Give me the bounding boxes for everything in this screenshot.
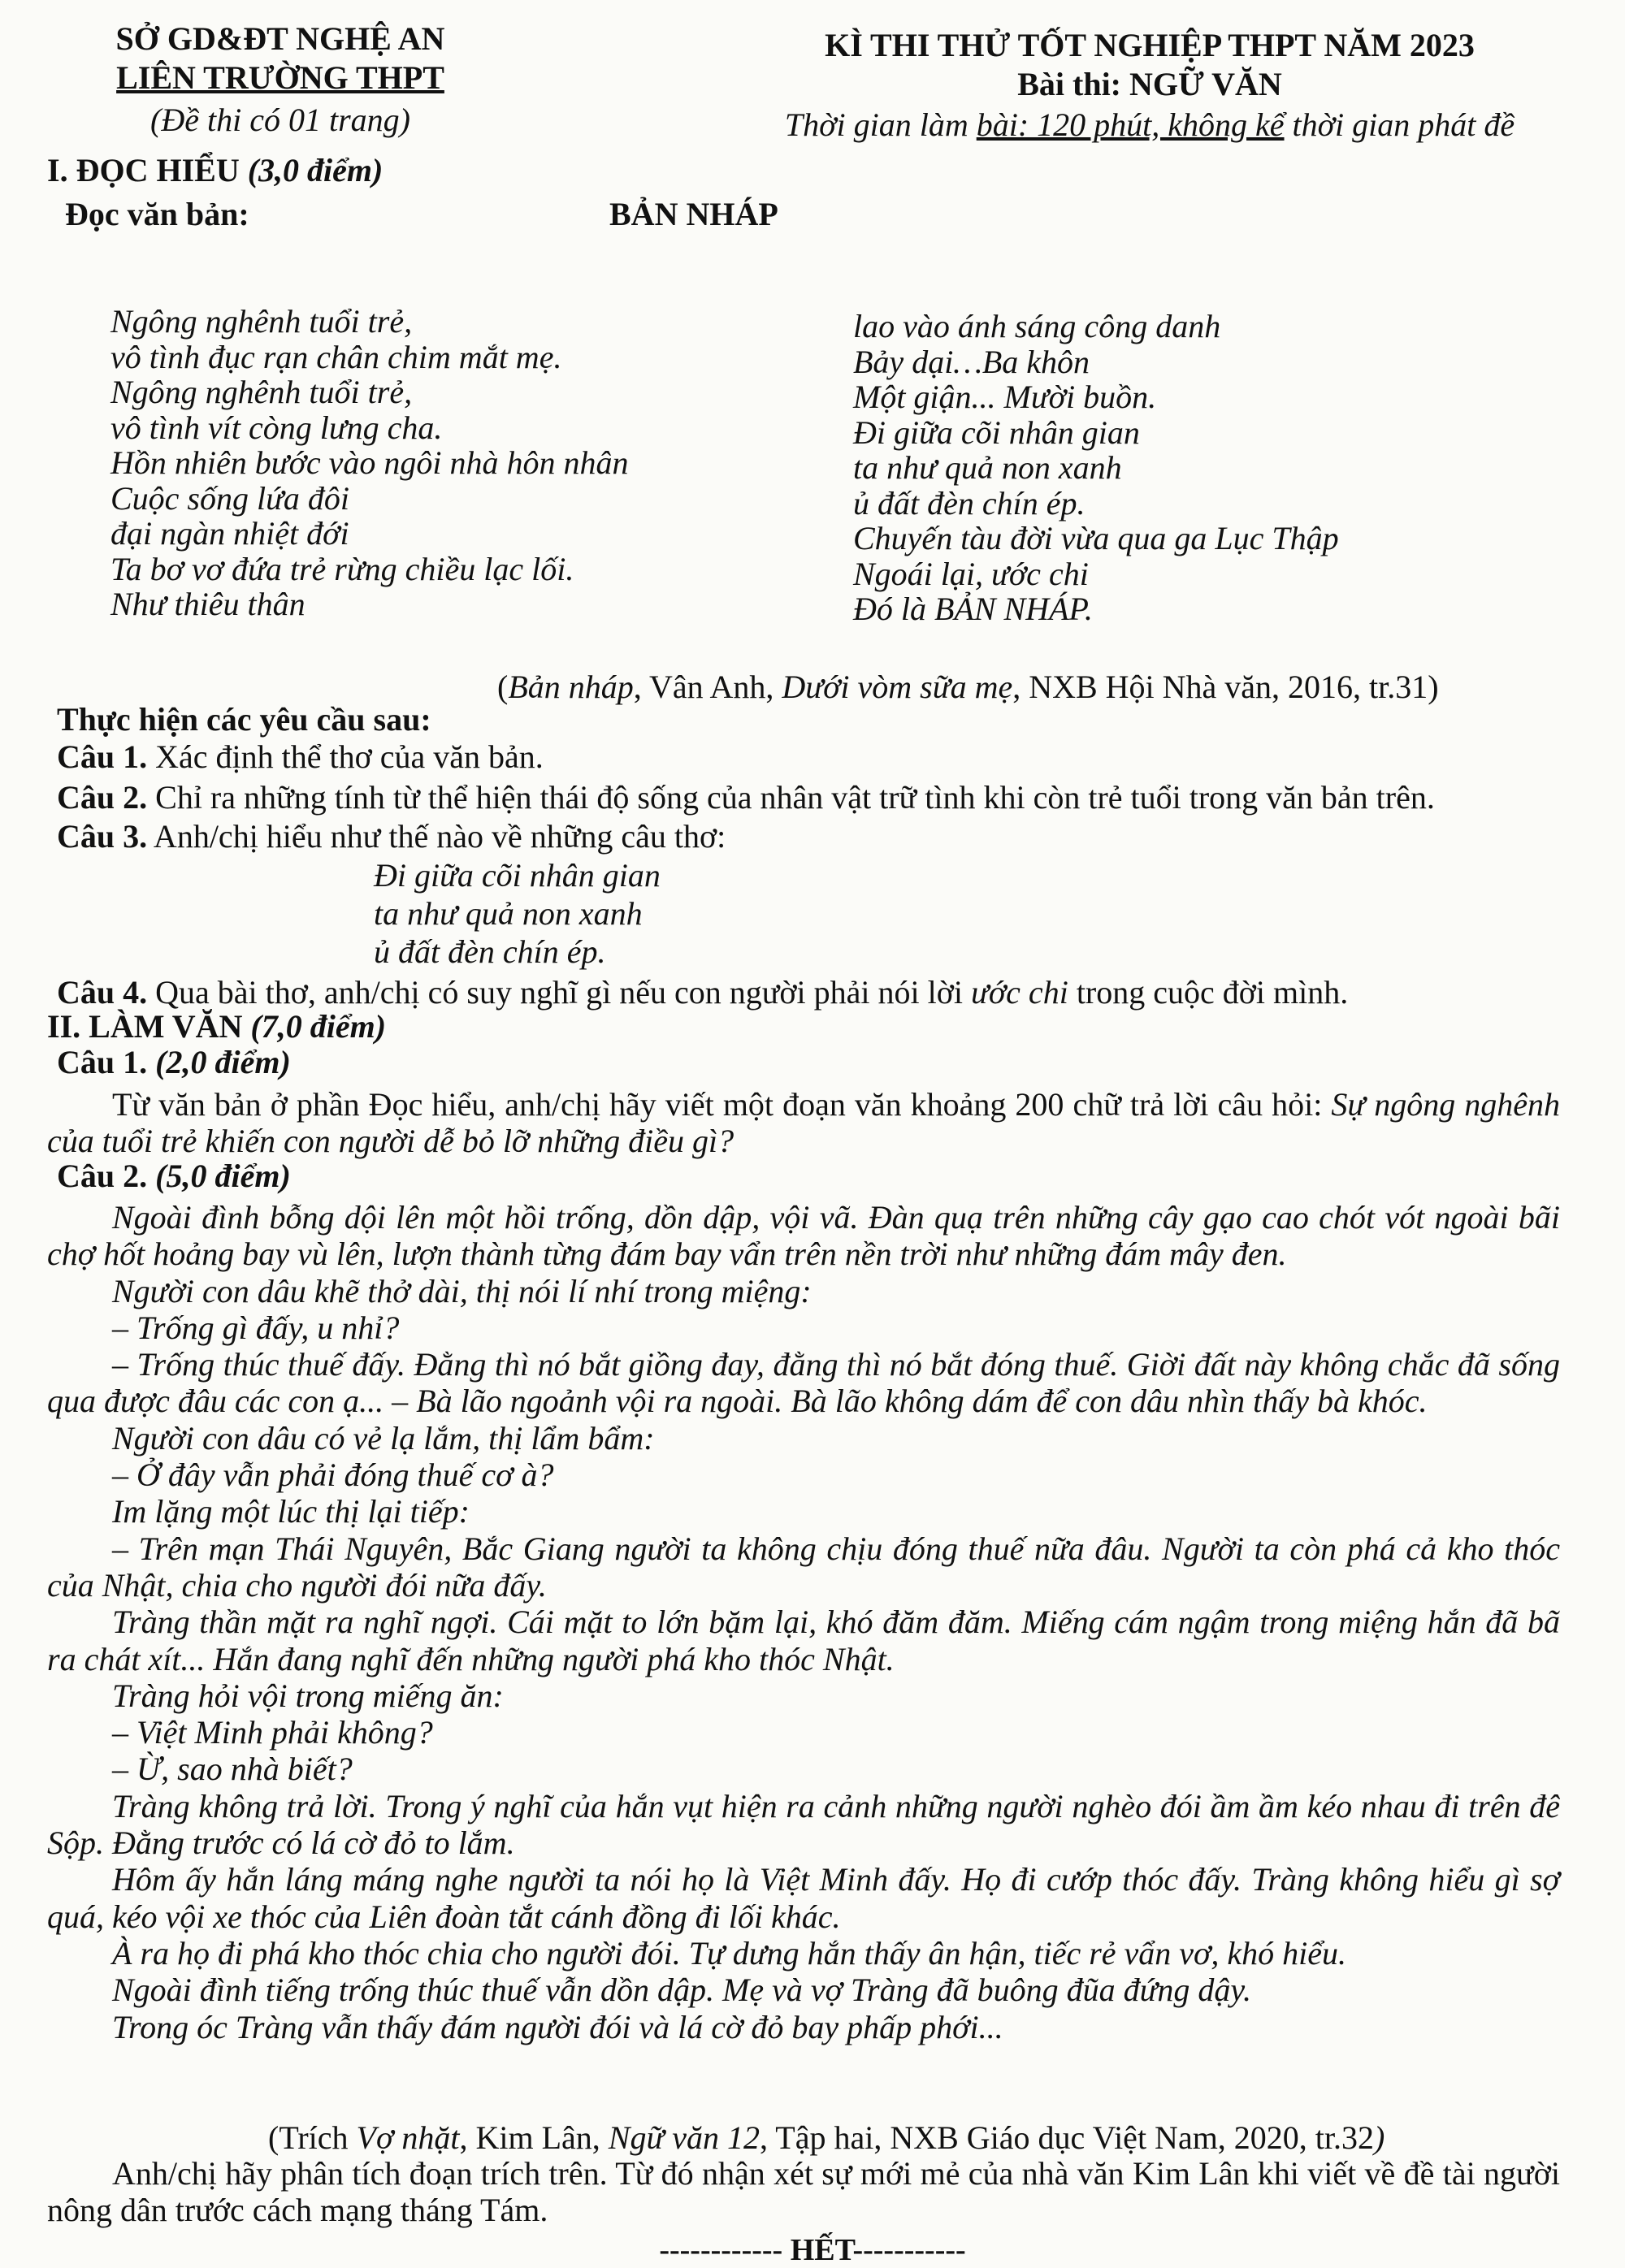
essay-q2-heading — [57, 1157, 291, 1195]
poem-title: BẢN NHÁP — [609, 196, 778, 232]
excerpt-paragraph: Tràng thần mặt ra nghĩ ngợi. Cái mặt to lớn bặm lại, khó đăm đăm. Miếng cám ngậm trong miệng hắn đã bã ra chát xít... Hắn đang nghĩ đến những người phá kho thóc Nhật. — [47, 1604, 1560, 1677]
read-label: Đọc văn bản: — [65, 196, 249, 232]
essay-q1-text: Từ văn bản ở phần Đọc hiểu, anh/chị hãy viết một đoạn văn khoảng 200 chữ trả lời câu hỏi: — [112, 1086, 1332, 1123]
exam-subject: Bài thi: NGỮ VĂN — [1017, 66, 1282, 102]
poem-line: Bảy dại…Ba khôn — [853, 343, 1090, 380]
source-author: , Vân Anh, — [633, 669, 782, 705]
exam-time-post: thời gian phát đề — [1284, 106, 1515, 143]
excerpt-source-title: Vợ nhặt — [356, 2119, 460, 2156]
poem-column-right — [853, 309, 1339, 627]
excerpt-source — [268, 2119, 1384, 2157]
essay-q2-task: Anh/chị hãy phân tích đoạn trích trên. Từ đó nhận xét sự mới mẻ của nhà văn Kim Lân khi viết về đề tài người nông dân trước cách mạng tháng Tám. — [47, 2155, 1560, 2228]
question-1-label: Câu 1. — [57, 738, 148, 775]
part1-heading — [47, 151, 383, 189]
essay-q1-question: Sự ngông nghênh của tuổi trẻ khiến con người dễ bỏ lỡ những điều gì? — [47, 1086, 1560, 1159]
question-4-italic: ước chi — [971, 974, 1068, 1011]
excerpt-source-close: ) — [1374, 2119, 1385, 2156]
question-1-text: Xác định thể thơ của văn bản. — [147, 738, 544, 775]
question-1 — [57, 738, 544, 776]
question-3 — [57, 817, 726, 855]
poem-line: Cuộc sống lứa đôi — [110, 479, 350, 517]
excerpt-paragraph: Hôm ấy hắn láng máng nghe người ta nói họ là Việt Minh đấy. Họ đi cướp thóc đấy. Tràng không hiểu gì sợ quá, kéo vội xe thóc của Liên đoàn tắt cánh đồng đi lối khác. — [47, 1861, 1560, 1935]
excerpt-paragraph: Tràng hỏi vội trong miếng ăn: — [112, 1677, 504, 1714]
question-4-post: trong cuộc đời mình. — [1068, 974, 1349, 1011]
exam-time-underlined: bài: 120 phút, không kể — [976, 106, 1285, 143]
essay-q2-label: Câu 2. — [57, 1158, 156, 1194]
poem-line: Như thiêu thân — [110, 586, 306, 622]
excerpt-paragraph: Ngoài đình bỗng dội lên một hồi trống, dồn dập, vội vã. Đàn quạ trên những cây gạo cao chót vót ngoài bãi chợ hốt hoảng bay vù lên, lượn thành từng đám bay vẩn trên nền trời như những đám mây đen. — [47, 1199, 1560, 1273]
essay-q1-prompt — [47, 1087, 1560, 1159]
source-rest: , NXB Hội Nhà văn, 2016, tr.31) — [1012, 669, 1439, 705]
part1-heading-text: I. ĐỌC HIỂU — [47, 152, 248, 188]
excerpt-source-rest: , Tập hai, NXB Giáo dục Việt Nam, 2020, tr.32 — [760, 2119, 1375, 2156]
source-book: Dưới vòm sữa mẹ — [782, 669, 1013, 705]
excerpt-paragraph: – Trên mạn Thái Nguyên, Bắc Giang người ta không chịu đóng thuế nữa đâu. Người ta còn phá cả kho thóc của Nhật, chia cho người đói nữa đấy. — [47, 1530, 1560, 1604]
essay-q2-points: (5,0 điểm) — [155, 1158, 291, 1194]
exam-time — [699, 106, 1601, 144]
exam-time-pre: Thời gian làm — [784, 106, 977, 143]
quote-line: ta như quả non xanh — [374, 895, 643, 932]
question-4-label: Câu 4. — [57, 974, 148, 1011]
poem-line: vô tình đục rạn chân chim mắt mẹ. — [110, 338, 562, 375]
essay-q1-points: (2,0 điểm) — [155, 1044, 291, 1080]
poem-line: Đó là BẢN NHÁP. — [853, 591, 1093, 627]
excerpt-paragraph: – Trống gì đấy, u nhỉ? — [112, 1309, 400, 1346]
poem-column-left — [110, 304, 629, 622]
source-open: ( — [497, 669, 509, 705]
dept-name: SỞ GD&ĐT NGHỆ AN — [115, 20, 445, 57]
excerpt-source-pre: (Trích — [268, 2119, 357, 2156]
excerpt-paragraph: – Ừ, sao nhà biết? — [112, 1751, 353, 1788]
part1-points: (3,0 điểm) — [247, 152, 384, 188]
poem-line: Ngông nghênh tuổi trẻ, — [110, 303, 413, 340]
question-3-text: Anh/chị hiểu như thế nào về những câu thơ: — [147, 818, 726, 855]
question-2-text: Chỉ ra những tính từ thể hiện thái độ sống của nhân vật trữ tình khi còn trẻ tuổi trong văn bản trên. — [147, 779, 1435, 816]
poem-line: ủ đất đèn chín ép. — [853, 484, 1086, 522]
part2-points: (7,0 điểm) — [250, 1008, 387, 1045]
excerpt-paragraph: – Trống thúc thuế đấy. Đằng thì nó bắt giồng đay, đằng thì nó bắt đóng thuế. Giời đất này không chắc đã sống qua được đâu các con ạ... – Bà lão ngoảnh vội ra ngoài. Bà lão không dám để con dâu nhìn thấy bà khóc. — [47, 1346, 1560, 1420]
excerpt-source-author: , Kim Lân, — [459, 2119, 609, 2156]
poem-line: Một giận... Mười buồn. — [853, 379, 1157, 415]
poem-line: Hồn nhiên bước vào ngôi nhà hôn nhân — [110, 444, 629, 481]
excerpt-paragraph: Ngoài đình tiếng trống thúc thuế vẫn dồn dập. Mẹ và vợ Tràng đã buông đũa đứng dậy. — [112, 1972, 1251, 2009]
end-marker: ------------ HẾT----------- — [659, 2233, 966, 2267]
quote-line: Đi giữa cõi nhân gian — [374, 857, 661, 894]
excerpt-paragraph: – Ở đây vẫn phải đóng thuế cơ à? — [112, 1456, 554, 1494]
part2-heading — [47, 1007, 386, 1045]
school-name: LIÊN TRƯỜNG THPT — [116, 59, 444, 96]
excerpt-paragraph: Trong óc Tràng vẫn thấy đám người đói và lá cờ đỏ bay phấp phới... — [112, 2008, 1003, 2045]
page-count-note: (Đề thi có 01 trang) — [150, 102, 410, 138]
excerpt-paragraph: Người con dâu có vẻ lạ lắm, thị lẩm bẩm: — [112, 1419, 655, 1456]
question-4-text: Qua bài thơ, anh/chị có suy nghĩ gì nếu con người phải nói lời — [147, 974, 972, 1011]
excerpt-paragraph: – Việt Minh phải không? — [112, 1714, 433, 1751]
poem-line: Đi giữa cõi nhân gian — [853, 413, 1140, 451]
poem-line: ta như quả non xanh — [853, 449, 1122, 486]
essay-q1-heading — [57, 1043, 291, 1081]
question-3-quote — [374, 856, 661, 971]
excerpt-paragraph: À ra họ đi phá kho thóc chia cho người đói. Tự dưng hắn thấy ân hận, tiếc rẻ vẩn vơ, khó hiểu. — [112, 1934, 1347, 1972]
source-title: Bản nháp — [508, 669, 634, 705]
poem-line: Ngoái lại, ước chi — [853, 555, 1089, 592]
poem-line: Chuyến tàu đời vừa qua ga Lục Thập — [853, 520, 1339, 556]
quote-line: ủ đất đèn chín ép. — [374, 933, 606, 970]
poem-line: vô tình vít còng lưng cha. — [110, 409, 443, 446]
poem-line: Ngông nghênh tuổi trẻ, — [110, 374, 413, 410]
excerpt-text — [47, 1199, 1560, 2045]
poem-line: đại ngàn nhiệt đới — [110, 515, 349, 552]
question-2-label: Câu 2. — [57, 779, 148, 816]
part2-heading-text: II. LÀM VĂN — [47, 1008, 251, 1045]
excerpt-paragraph: Người con dâu khẽ thở dài, thị nói lí nhí trong miệng: — [112, 1272, 812, 1309]
essay-q1-label: Câu 1. — [57, 1044, 156, 1080]
poem-line: lao vào ánh sáng công danh — [853, 308, 1221, 344]
excerpt-paragraph: Im lặng một lúc thị lại tiếp: — [112, 1493, 470, 1530]
exam-title: KÌ THI THỬ TỐT NGHIỆP THPT NĂM 2023 — [825, 27, 1475, 63]
question-4 — [57, 973, 1348, 1011]
question-3-label: Câu 3. — [57, 818, 148, 855]
excerpt-source-book: Ngữ văn 12 — [608, 2119, 760, 2156]
poem-source — [497, 668, 1439, 706]
question-2 — [57, 778, 1435, 816]
task-heading: Thực hiện các yêu cầu sau: — [57, 701, 431, 738]
excerpt-paragraph: Tràng không trả lời. Trong ý nghĩ của hắn vụt hiện ra cảnh những người nghèo đói ầm ầm kéo nhau đi trên đê Sộp. Đằng trước có lá cờ đỏ to lắm. — [47, 1787, 1560, 1862]
poem-line: Ta bơ vơ đứa trẻ rừng chiều lạc lối. — [110, 550, 574, 587]
